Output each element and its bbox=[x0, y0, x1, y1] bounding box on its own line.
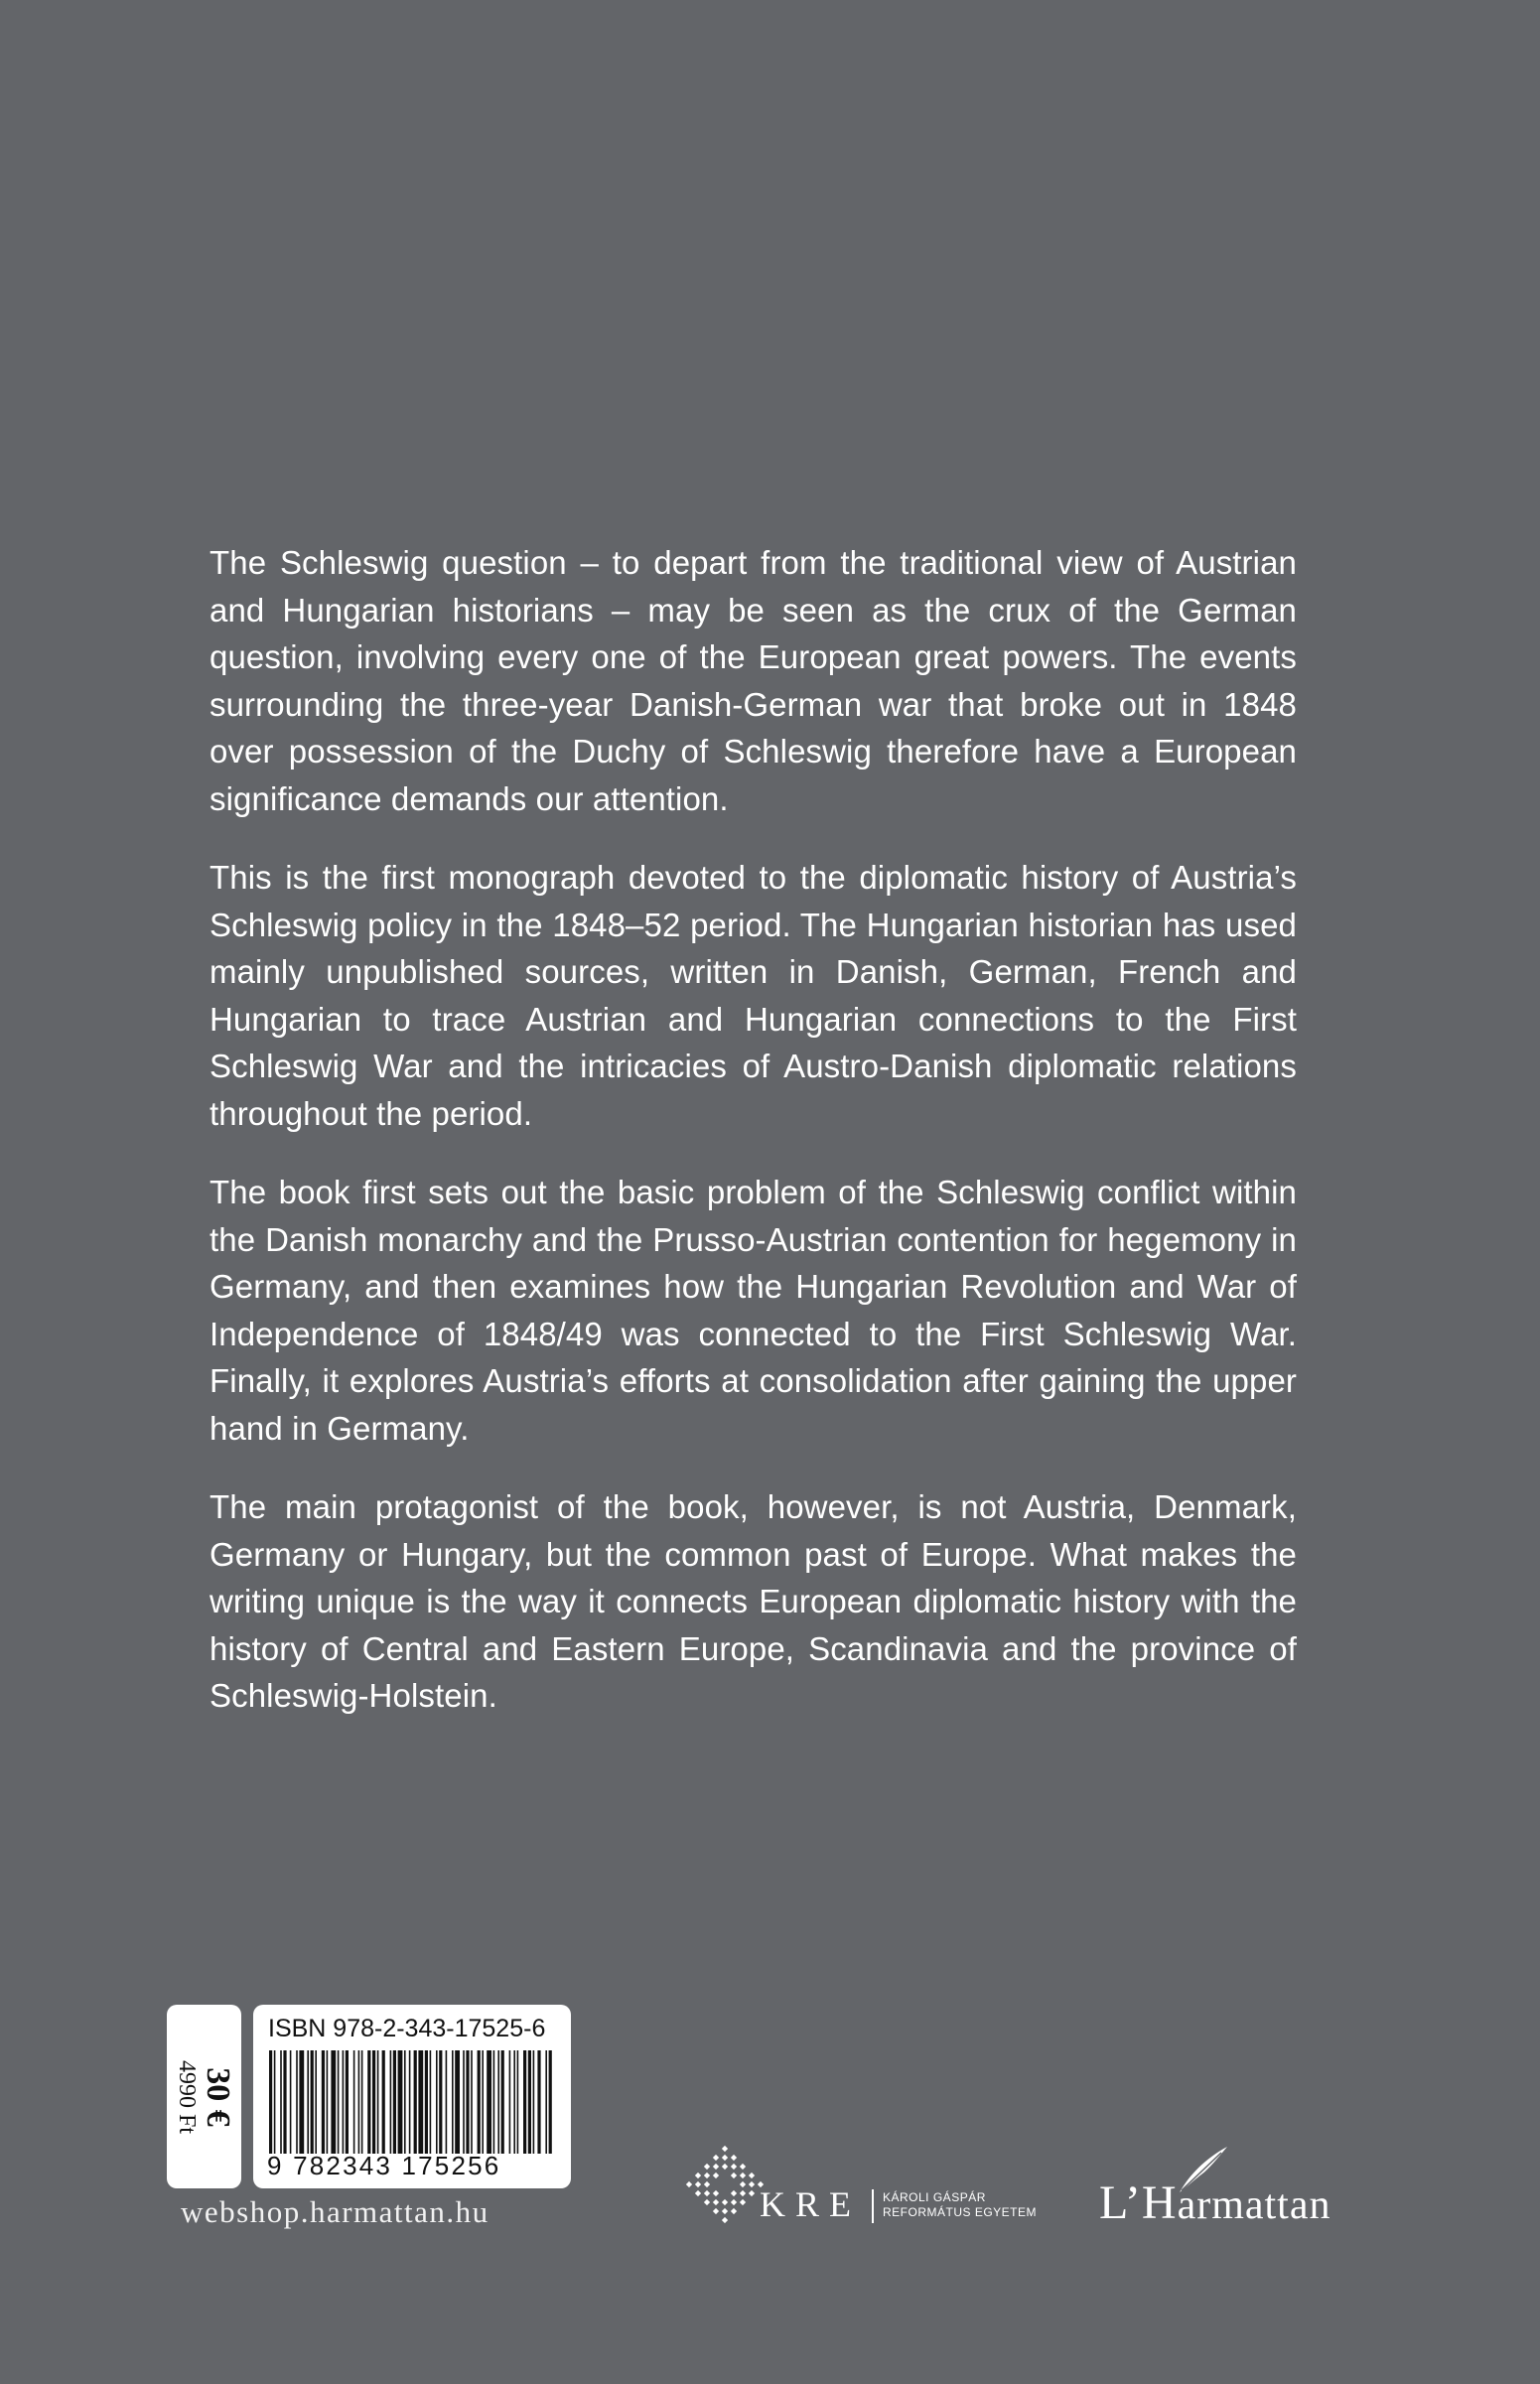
price-huf: 4990 Ft bbox=[173, 2059, 200, 2134]
kre-logo-dot bbox=[695, 2173, 701, 2178]
kre-logo-dot bbox=[704, 2164, 710, 2170]
kre-logo-dot bbox=[731, 2190, 737, 2196]
barcode-bar bbox=[353, 2050, 355, 2154]
kre-logo-dot bbox=[704, 2173, 710, 2178]
isbn-barcode-label bbox=[253, 2005, 571, 2188]
blurb-paragraph-3: The book first sets out the basic problem of the Schleswig conflict within the Danish monarchy and the Prusso-Austrian contention for hegemony in Germany, and then examines how the Hungarian Revolution and War of Independence of 1848/49 was connected to the First Schleswig War. Finally, it explores Austria’s efforts at consolidation after gaining the upper hand in Germany. bbox=[210, 1174, 1297, 1447]
barcode-icon bbox=[269, 2050, 555, 2154]
barcode-bar bbox=[436, 2050, 438, 2154]
barcode-bar bbox=[523, 2050, 526, 2154]
barcode-bar bbox=[425, 2050, 428, 2154]
barcode-bar bbox=[290, 2050, 292, 2154]
barcode-bar bbox=[528, 2050, 531, 2154]
kre-name-line-1: KÁROLI GÁSPÁR bbox=[883, 2190, 986, 2204]
kre-logo-dot bbox=[740, 2173, 746, 2178]
kre-logo-dot bbox=[713, 2190, 719, 2196]
barcode-bar bbox=[299, 2050, 304, 2154]
barcode-bar bbox=[377, 2050, 379, 2154]
back-cover-blurb bbox=[210, 539, 1297, 1752]
kre-logo-dot bbox=[713, 2155, 719, 2161]
barcode-bar bbox=[545, 2050, 547, 2154]
barcode-bar bbox=[322, 2050, 325, 2154]
barcode-bar bbox=[274, 2050, 276, 2154]
barcode-bar bbox=[509, 2050, 511, 2154]
kre-letters: KRE bbox=[760, 2184, 861, 2224]
barcode-bar bbox=[358, 2050, 360, 2154]
blurb-paragraph-4: The main protagonist of the book, however, is not Austria, Denmark, Germany or Hungary, but the common past of Europe. What makes the writing unique is the way it connects European diplomatic history with the history of Central and Eastern Europe, Scandinavia and the province of Schleswig-Holstein. bbox=[210, 1488, 1297, 1714]
barcode-bar bbox=[372, 2050, 375, 2154]
barcode-bar bbox=[404, 2050, 406, 2154]
barcode-bar bbox=[398, 2050, 403, 2154]
barcode-bar bbox=[549, 2050, 552, 2154]
kre-logo-dot bbox=[713, 2208, 719, 2214]
publisher-logo bbox=[1099, 2175, 1331, 2230]
publisher-initial: H bbox=[1141, 2176, 1178, 2229]
barcode-bar bbox=[493, 2050, 495, 2154]
kre-logo-dot bbox=[695, 2181, 701, 2187]
kre-logo-dot bbox=[731, 2164, 737, 2170]
barcode-bar bbox=[487, 2050, 491, 2154]
kre-logo-dot bbox=[713, 2173, 719, 2178]
kre-logo-dot bbox=[722, 2217, 728, 2223]
barcode-bar bbox=[430, 2050, 432, 2154]
barcode-bar bbox=[446, 2050, 448, 2154]
barcode-bar bbox=[501, 2050, 504, 2154]
barcode-bar bbox=[517, 2050, 519, 2154]
barcode-bar bbox=[537, 2050, 540, 2154]
blurb-paragraph-2: This is the first monograph devoted to the diplomatic history of Austria’s Schleswig policy in the 1848–52 period. The Hungarian historian has used mainly unpublished sources, written in Danish, German, French and Hungarian to trace Austrian and Hungarian connections to the First Schleswig War and the intricacies of Austro-Danish diplomatic relations throughout the period. bbox=[210, 859, 1297, 1132]
kre-logo-dot bbox=[722, 2199, 728, 2205]
barcode-bar bbox=[331, 2050, 336, 2154]
barcode-bar bbox=[471, 2050, 473, 2154]
barcode-bar bbox=[338, 2050, 340, 2154]
barcode-bar bbox=[311, 2050, 314, 2154]
kre-logo-dot bbox=[695, 2190, 701, 2196]
kre-logo-dot bbox=[722, 2208, 728, 2214]
barcode-bar bbox=[390, 2050, 392, 2154]
kre-logo-dot bbox=[731, 2199, 737, 2205]
kre-logo-dot bbox=[749, 2181, 755, 2187]
barcode-bar bbox=[343, 2050, 345, 2154]
barcode-bar bbox=[482, 2050, 484, 2154]
kre-logo-dot bbox=[749, 2190, 755, 2196]
kre-logo-dot bbox=[722, 2164, 728, 2170]
price-label bbox=[167, 2005, 241, 2188]
kre-logo-dot bbox=[704, 2190, 710, 2196]
barcode-bar bbox=[327, 2050, 329, 2154]
barcode-bar bbox=[513, 2050, 515, 2154]
publisher-prefix: L’ bbox=[1099, 2176, 1142, 2229]
barcode-bar bbox=[283, 2050, 286, 2154]
kre-logo-dot bbox=[713, 2164, 719, 2170]
kre-logo-dot bbox=[722, 2155, 728, 2161]
barcode-bar bbox=[382, 2050, 385, 2154]
kre-separator bbox=[872, 2189, 874, 2223]
kre-logo-dot bbox=[740, 2164, 746, 2170]
kre-university-name bbox=[883, 2190, 1037, 2220]
kre-logo-dot bbox=[704, 2181, 710, 2187]
kre-logo-dot bbox=[686, 2181, 692, 2187]
publisher-rest: armattan bbox=[1177, 2182, 1331, 2228]
kre-logo-dot bbox=[731, 2155, 737, 2161]
blurb-paragraph-1: The Schleswig question – to depart from the traditional view of Austrian and Hungarian historians – may be seen as the crux of the German question, involving every one of the European great powers. The events surrounding the three-year Danish-German war that broke out in 1848 over possession of the Duchy of Schleswig therefore have a European significance demands our attention. bbox=[210, 544, 1297, 817]
barcode-bar bbox=[346, 2050, 349, 2154]
barcode-bar bbox=[414, 2050, 417, 2154]
barcode-bar bbox=[269, 2050, 272, 2154]
kre-logo-dot bbox=[731, 2173, 737, 2178]
barcode-bar bbox=[296, 2050, 298, 2154]
barcode-bar bbox=[497, 2050, 499, 2154]
kre-logo-dot bbox=[722, 2146, 728, 2152]
barcode-bar bbox=[439, 2050, 442, 2154]
kre-logo-dot bbox=[713, 2199, 719, 2205]
barcode-bar bbox=[418, 2050, 423, 2154]
kre-logo-dot bbox=[740, 2190, 746, 2196]
barcode-bar bbox=[533, 2050, 535, 2154]
kre-logo-dot bbox=[704, 2199, 710, 2205]
barcode-bar bbox=[455, 2050, 460, 2154]
barcode-bar bbox=[307, 2050, 309, 2154]
price-eur: 30 € bbox=[199, 2066, 236, 2127]
barcode-bar bbox=[466, 2050, 469, 2154]
kre-logo-dot bbox=[731, 2208, 737, 2214]
barcode-bar bbox=[463, 2050, 465, 2154]
kre-logo-dot bbox=[749, 2173, 755, 2178]
barcode-bar bbox=[315, 2050, 317, 2154]
kre-name-line-2: REFORMÁTUS EGYETEM bbox=[883, 2205, 1038, 2219]
kre-logo-dot bbox=[740, 2199, 746, 2205]
kre-diamond-logo-icon bbox=[685, 2140, 765, 2229]
isbn-number: ISBN 978-2-343-17525-6 bbox=[268, 2015, 546, 2042]
barcode-bar bbox=[478, 2050, 481, 2154]
barcode-bar bbox=[393, 2050, 396, 2154]
barcode-bar bbox=[280, 2050, 282, 2154]
webshop-url: webshop.harmattan.hu bbox=[181, 2194, 490, 2229]
barcode-bar bbox=[409, 2050, 411, 2154]
price-text bbox=[174, 2059, 235, 2133]
kre-logo-dot bbox=[740, 2181, 746, 2187]
barcode-bar bbox=[361, 2050, 363, 2154]
barcode-digits: 9 782343 175256 bbox=[267, 2151, 501, 2180]
barcode-bar bbox=[367, 2050, 370, 2154]
barcode-bar bbox=[452, 2050, 454, 2154]
